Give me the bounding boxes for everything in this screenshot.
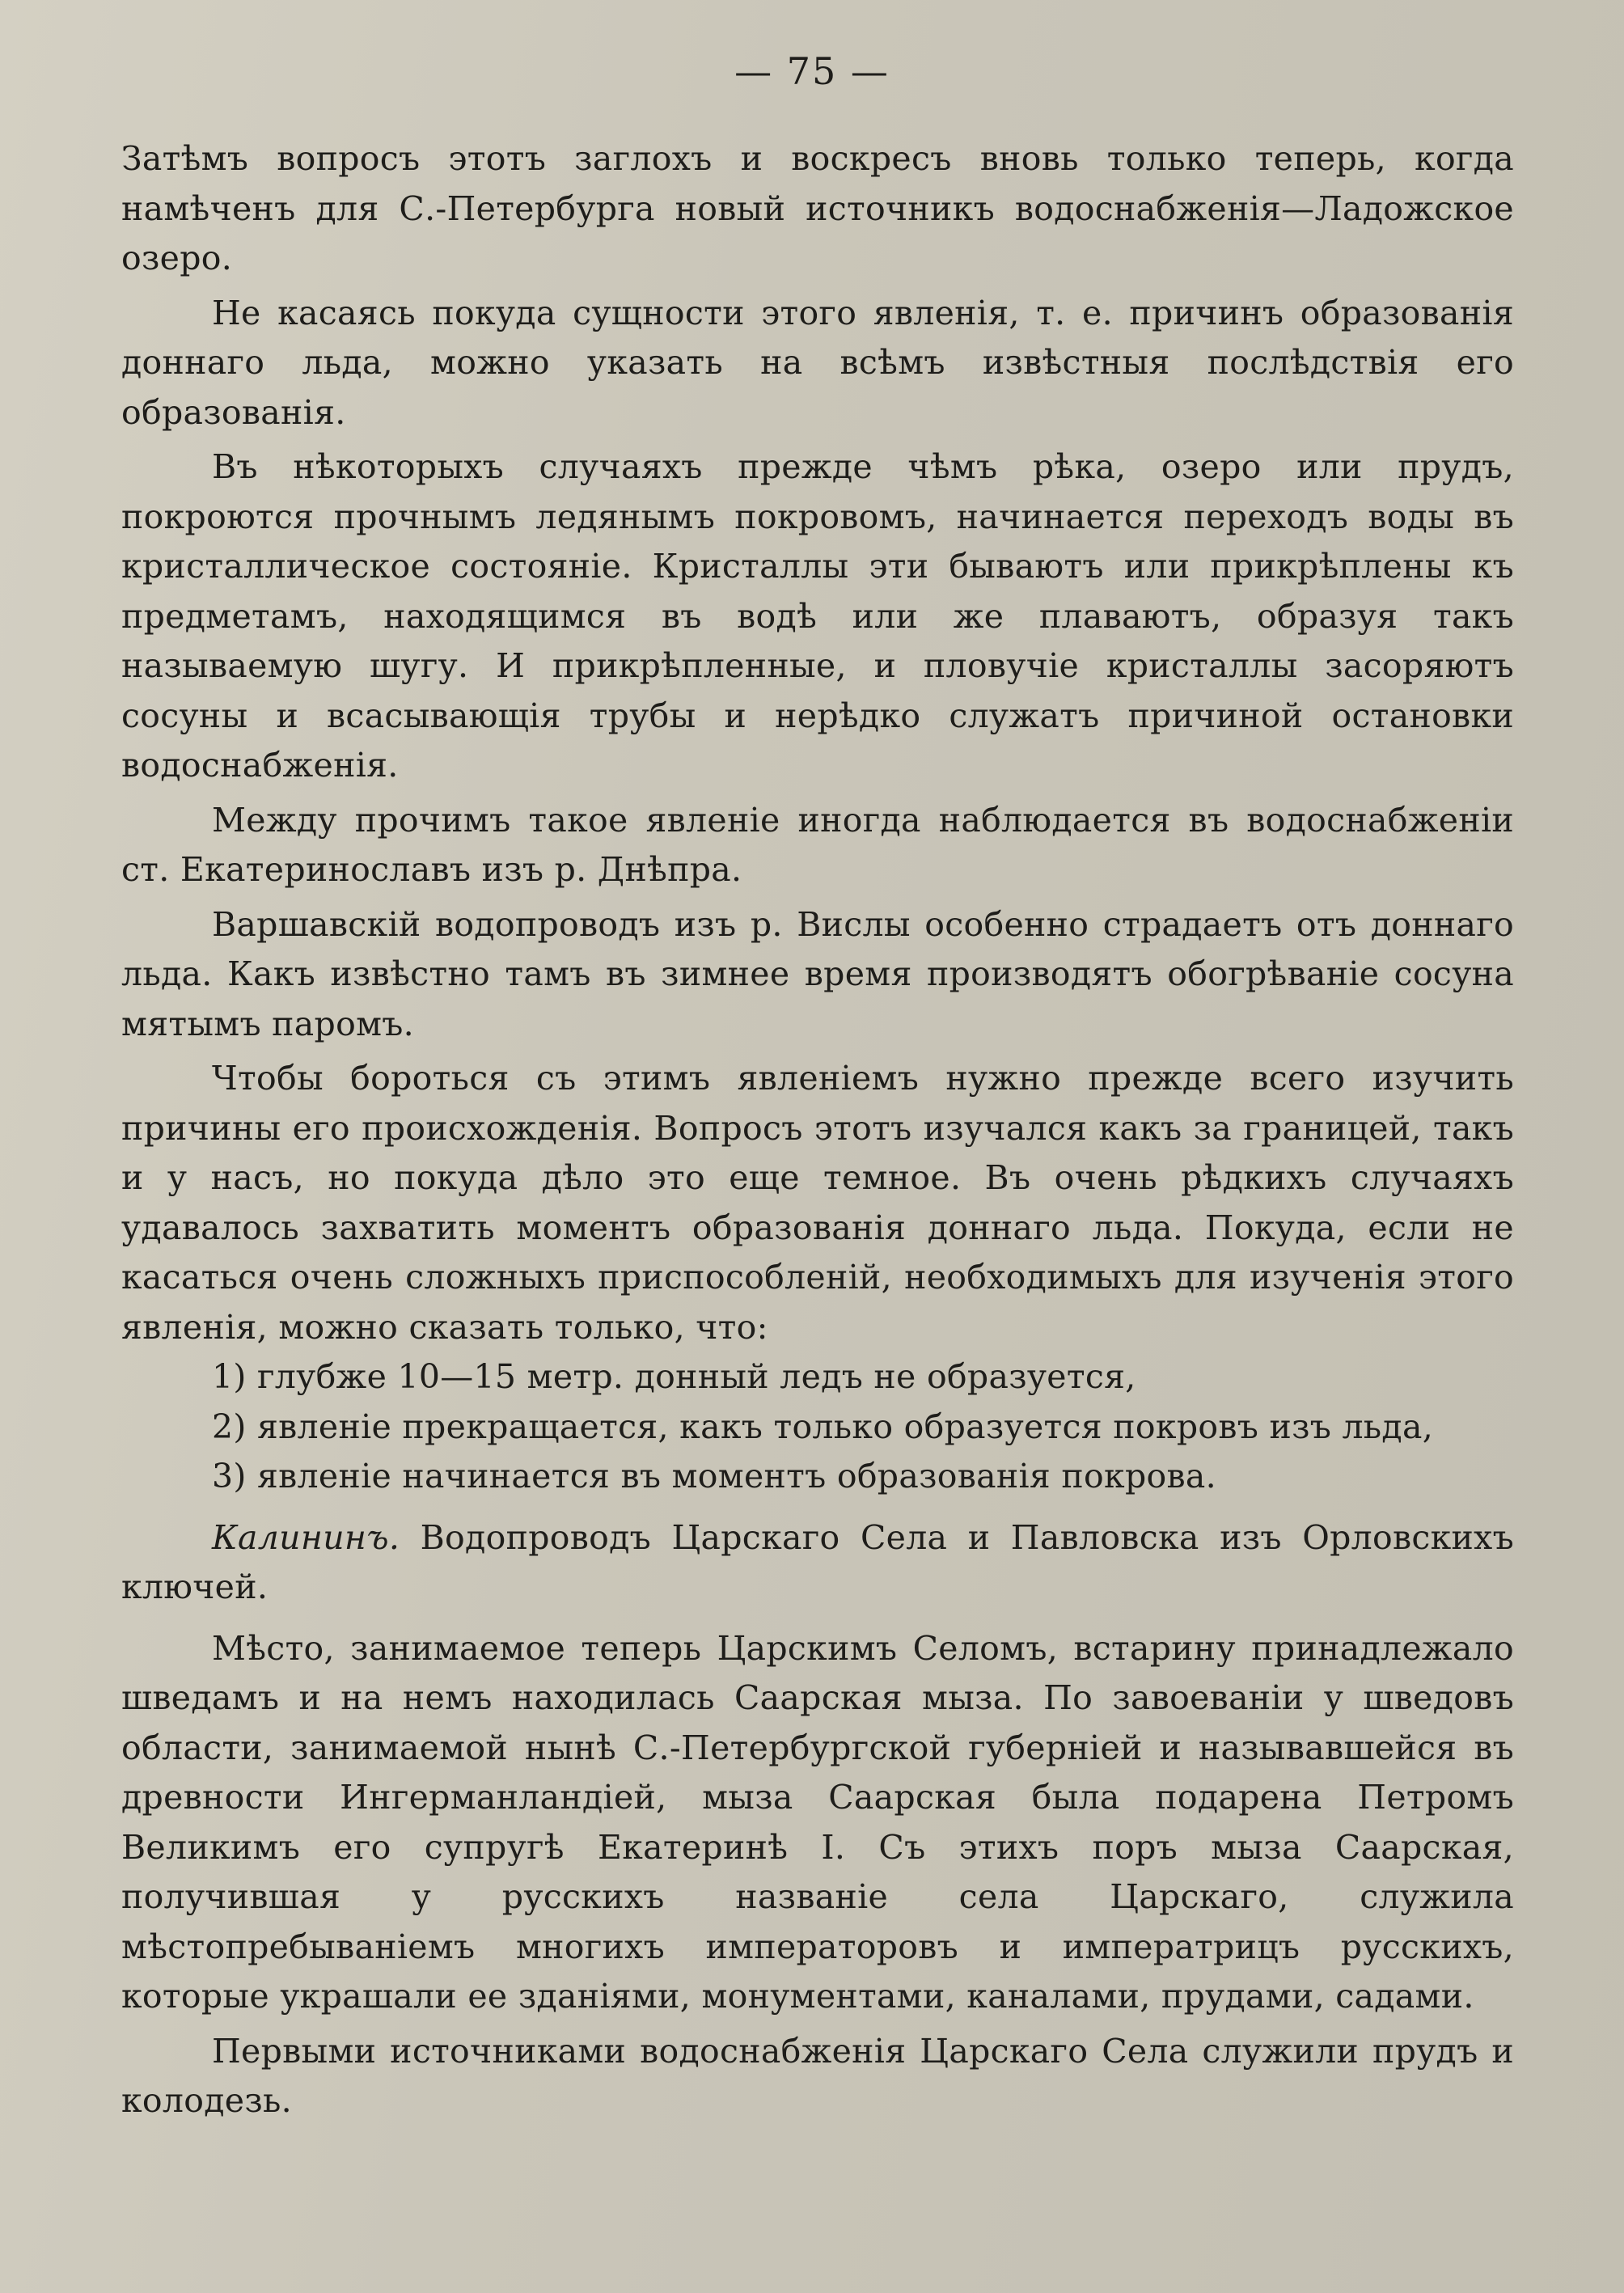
paragraph-6: Чтобы бороться съ этимъ явленіемъ нужно прежде всего изучить причины его происхожденія. Вопросъ этотъ изучался какъ за границей, такъ и у насъ, но покуда дѣло это еще темное. Въ очень рѣдкихъ случаяхъ удавалось захватить моментъ образованія доннаго льда. Покуда, если не касаться очень сложныхъ приспособленій, необходимыхъ для изученія этого явленія, можно сказать только, что:	[121, 1059, 1514, 1347]
list-item-3: 3) явленіе начинается въ моментъ образованія покрова.	[212, 1457, 1216, 1496]
list-item-2: 2) явленіе прекращается, какъ только образуется покровъ изъ льда,	[212, 1407, 1434, 1446]
body-text	[121, 134, 1514, 2126]
list-item-1: 1) глубже 10—15 метр. донный ледъ не образуется,	[212, 1357, 1136, 1396]
paragraph-8: Первыми источниками водоснабженія Царскаго Села служили прудъ и колодезь.	[121, 2031, 1514, 2120]
paragraph-3: Въ нѣкоторыхъ случаяхъ прежде чѣмъ рѣка, озеро или прудъ, покроются прочнымъ ледянымъ покровомъ, начинается переходъ воды въ кристаллическое состояніе. Кристаллы эти бываютъ или прикрѣплены къ предметамъ, находящимся въ водѣ или же плаваютъ, образуя такъ называемую шугу. И прикрѣпленные, и пловучіе кристаллы засоряютъ сосуны и всасывающія трубы и нерѣдко служатъ причиной остановки водоснабженія.	[121, 447, 1514, 785]
section-heading	[121, 1513, 1514, 1613]
paragraph-2: Не касаясь покуда сущности этого явленія, т. е. причинъ образованія доннаго льда, можно указать на всѣмъ извѣстныя послѣдствія его образованія.	[121, 293, 1514, 432]
section-author: Калининъ.	[212, 1517, 400, 1557]
paragraph-5: Варшавскій водопроводъ изъ р. Вислы особенно страдаетъ отъ доннаго льда. Какъ извѣстно тамъ въ зимнее время производятъ обогрѣваніе сосуна мятымъ паромъ.	[121, 904, 1514, 1043]
paragraph-4: Между прочимъ такое явленіе иногда наблюдается въ водоснабженіи ст. Екатеринославъ изъ р. Днѣпра.	[121, 800, 1514, 889]
paragraph-1: Затѣмъ вопросъ этотъ заглохъ и воскресъ вновь только теперь, когда намѣченъ для С.-Петербурга новый источникъ водоснабженія—Ладожское озеро.	[121, 139, 1514, 277]
page-number: — 75 —	[734, 49, 890, 93]
section-heading-text: Водопроводъ Царскаго Села и Павловска изъ Орловскихъ ключей.	[121, 1517, 1514, 1606]
paragraph-7: Мѣсто, занимаемое теперь Царскимъ Селомъ, встарину принадлежало шведамъ и на немъ находилась Саарская мыза. По завоеваніи у шведовъ области, занимаемой нынѣ С.-Петербургской губерніей и называвшейся въ древности Ингерманландіей, мыза Саарская была подарена Петромъ Великимъ его супругѣ Екатеринѣ I. Съ этихъ поръ мыза Саарская, получившая у русскихъ названіе села Царскаго, служила мѣстопребываніемъ многихъ императоровъ и императрицъ русскихъ, которые украшали ее зданіями, монументами, каналами, прудами, садами.	[121, 1628, 1514, 2016]
